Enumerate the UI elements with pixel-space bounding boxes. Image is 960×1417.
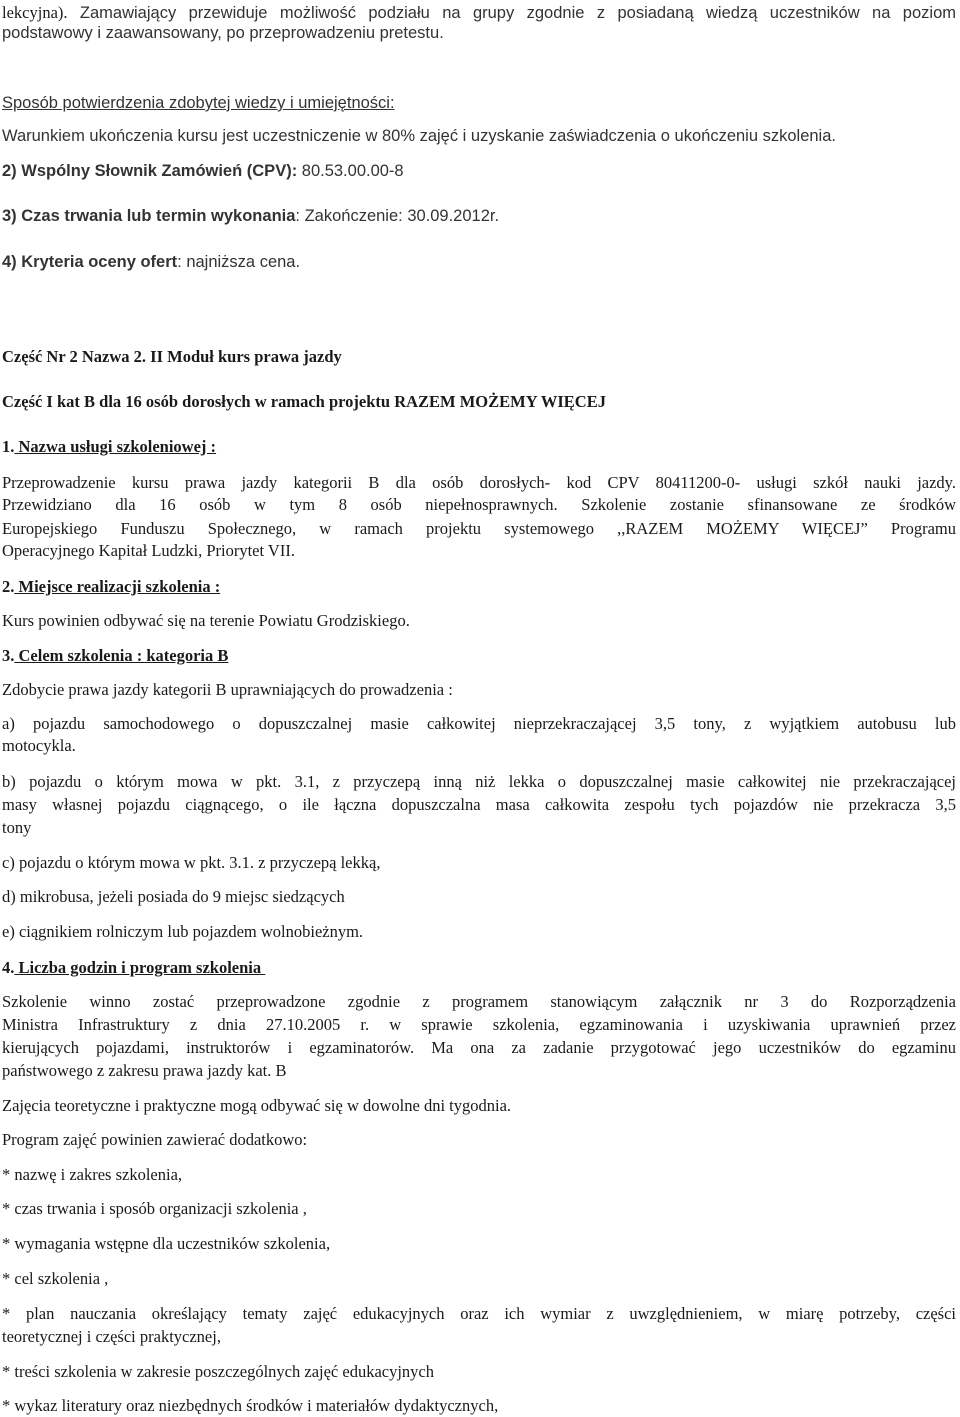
section-4-program-intro: Program zajęć powinien zawierać dodatkowo: [2,1130,308,1149]
section-4-title: Liczba godzin i program szkolenia [14,958,266,977]
intro-line-1 [2,2,956,24]
section-3-item-b: masy własnej pojazdu ciągnącego, o ile łączna dopuszczalna masa całkowita zespołu tych pojazdów nie przekracza 3,5 [2,795,956,814]
part-title: Część Nr 2 Nazwa 2. II Moduł kurs prawa jazdy [2,347,342,366]
section-3-title: Celem szkolenia : kategoria B [14,646,229,665]
part-subtitle: Część I kat B dla 16 osób dorosłych w ramach projektu RAZEM MOŻEMY WIĘCEJ [2,392,606,411]
section-2-title: Miejsce realizacji szkolenia : [14,577,221,596]
section-3-item-a: motocykla. [2,736,76,755]
confirmation-heading: Sposób potwierdzenia zdobytej wiedzy i umiejętności: [2,94,395,112]
criteria-line [2,252,300,273]
cpv-label: 2) Wspólny Słownik Zamówień (CPV): [2,162,298,180]
section-3-item-b: tony [2,818,32,837]
section-1-line: Operacyjnego Kapitał Ludzki, Priorytet VII. [2,541,295,560]
section-3-item-a: a) pojazdu samochodowego o dopuszczalnej masie całkowitej nieprzekraczającej 3,5 tony, z wyjątkiem autobusu lub [2,714,956,733]
section-3-number: 3. [2,646,15,665]
section-4-number: 4. [2,958,15,977]
confirmation-text: Warunkiem ukończenia kursu jest uczestniczenie w 80% zajęć i uzyskanie zaświadczenia o ukończeniu szkolenia. [2,127,836,145]
duration-value: : Zakończenie: 30.09.2012r. [295,207,500,225]
program-item: * czas trwania i sposób organizacji szkolenia , [2,1199,307,1218]
section-1-title: Nazwa usługi szkoleniowej : [14,437,217,456]
section-1-heading [2,436,216,457]
cpv-line [2,161,404,182]
section-4-line: Ministra Infrastruktury z dnia 27.10.2005 r. w sprawie szkolenia, egzaminowania i uzyskiwania uprawnień przez [2,1015,956,1034]
section-1-line: Europejskiego Funduszu Społecznego, w ramach projektu systemowego ,,RAZEM MOŻEMY WIĘCEJ” Programu [2,519,956,538]
program-item: * wymagania wstępne dla uczestników szkolenia, [2,1234,331,1253]
section-4-days: Zajęcia teoretyczne i praktyczne mogą odbywać się w dowolne dni tygodnia. [2,1096,512,1115]
section-3-intro: Zdobycie prawa jazdy kategorii B uprawniających do prowadzenia : [2,680,453,699]
section-1-line: Przeprowadzenie kursu prawa jazdy kategorii B dla osób dorosłych- kod CPV 80411200-0- usługi szkół nauki jazdy. [2,473,956,492]
section-1-number: 1. [2,437,15,456]
program-item: * cel szkolenia , [2,1269,109,1288]
program-item: teoretycznej i części praktycznej, [2,1327,221,1346]
duration-line [2,206,499,227]
section-3-item-b: b) pojazdu o którym mowa w pkt. 3.1, z przyczepą inną niż lekka o dopuszczalnej masie całkowitej nie przekraczającej [2,772,956,791]
intro-text: Zamawiający przewiduje możliwość podziału na grupy zgodnie z posiadaną wiedzą uczestników na poziom [67,4,956,22]
intro-prefix: lekcyjna). [2,3,68,22]
section-2-heading [2,576,220,597]
section-4-heading [2,957,265,978]
section-2-text: Kurs powinien odbywać się na terenie Powiatu Grodziskiego. [2,611,410,630]
section-3-item-e: e) ciągnikiem rolniczym lub pojazdem wolnobieżnym. [2,922,364,941]
program-item: * treści szkolenia w zakresie poszczególnych zajęć edukacyjnych [2,1362,435,1381]
intro-line-2: podstawowy i zaawansowany, po przeprowadzeniu pretestu. [2,24,444,42]
section-2-number: 2. [2,577,15,596]
section-4-line: państwowego z zakresu prawa jazdy kat. B [2,1061,287,1080]
section-1-line: Przewidziano dla 16 osób w tym 8 osób niepełnosprawnych. Szkolenie zostanie sfinansowane ze środków [2,495,956,514]
cpv-value: 80.53.00.00-8 [297,162,404,180]
program-item: * plan nauczania określający tematy zajęć edukacyjnych oraz ich wymiar z uwzględnieniem, w miarę potrzeby, części [2,1304,956,1323]
section-3-item-d: d) mikrobusa, jeżeli posiada do 9 miejsc siedzących [2,887,345,906]
section-3-item-c: c) pojazdu o którym mowa w pkt. 3.1. z przyczepą lekką, [2,853,381,872]
section-3-heading [2,645,228,666]
program-item: * wykaz literatury oraz niezbędnych środków i materiałów dydaktycznych, [2,1396,499,1415]
section-4-line: Szkolenie winno zostać przeprowadzone zgodnie z programem stanowiącym załącznik nr 3 do Rozporządzenia [2,992,956,1011]
program-item: * nazwę i zakres szkolenia, [2,1165,183,1184]
criteria-value: : najniższa cena. [177,253,301,271]
section-4-line: kierujących pojazdami, instruktorów i egzaminatorów. Ma ona za zadanie przygotować jego uczestników do egzaminu [2,1038,956,1057]
duration-label: 3) Czas trwania lub termin wykonania [2,207,296,225]
criteria-label: 4) Kryteria oceny ofert [2,253,178,271]
